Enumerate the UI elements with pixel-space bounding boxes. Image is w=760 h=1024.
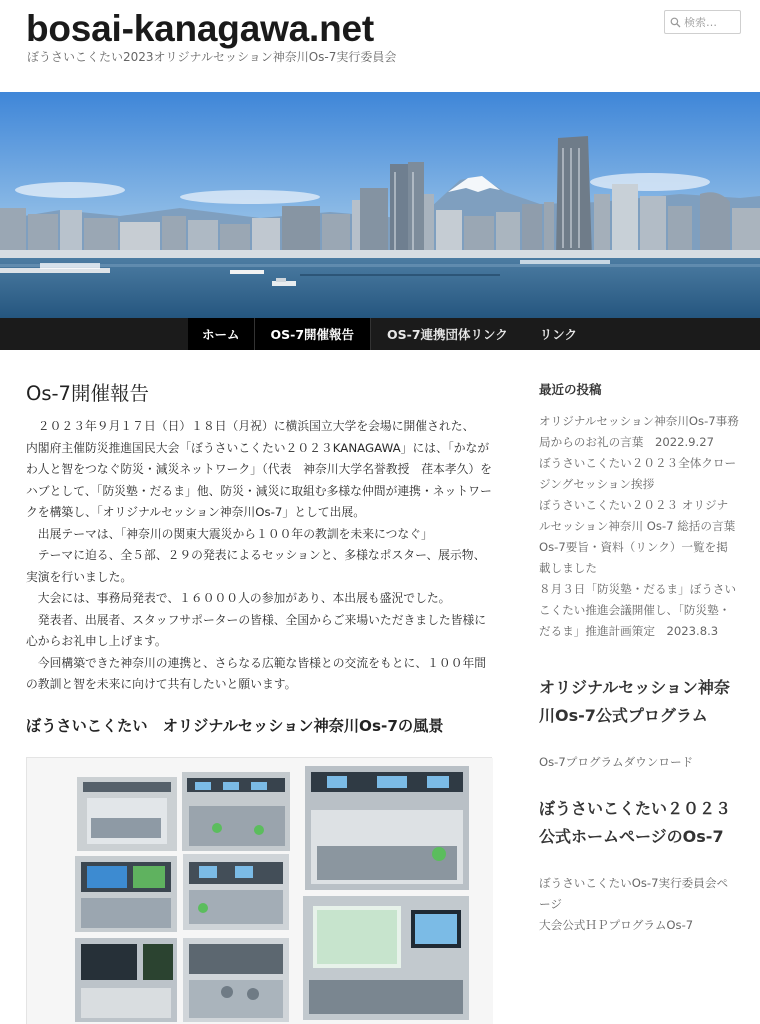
official-widget-title: ぼうさいこくたい２０２３公式ホームページのOs-7 — [539, 799, 732, 846]
header-image — [0, 92, 760, 318]
nav-item-home[interactable]: ホーム — [188, 318, 254, 350]
article-paragraph: テーマに迫る、全５部、２９の発表によるセッションと、多様なポスター、展示物、実演を行いました。 — [26, 548, 486, 584]
gallery-photo[interactable] — [183, 938, 289, 1022]
gallery-photo[interactable] — [75, 856, 177, 932]
official-link[interactable]: ぼうさいこくたいOs-7実行委員会ページ — [539, 876, 729, 911]
nav-item-os7-report[interactable]: OS-7開催報告 — [254, 318, 372, 350]
page-title: Os-7開催報告 — [26, 382, 149, 405]
recent-posts-title: 最近の投稿 — [539, 382, 602, 397]
search-input[interactable] — [684, 16, 742, 29]
article-body — [26, 416, 492, 696]
article-paragraph: 発表者、出展者、スタッフサポーターの皆様、全国からご来場いただきました皆様に心からお礼申し上げます。 — [26, 612, 487, 648]
program-widget-title: オリジナルセッション神奈川Os-7公式プログラム — [539, 678, 730, 725]
site-description: ぼうさいこくたい2023オリジナルセッション神奈川Os-7実行委員会 — [27, 50, 397, 64]
article-paragraph: ２０２３年９月１７日（日）１８日（月祝）に横浜国立大学を会場に開催された、 — [37, 419, 475, 433]
recent-post-link[interactable]: Os-7要旨・資料（リンク）一覧を掲載しました — [539, 540, 728, 575]
nav-item-os7-partner-links[interactable]: OS-7連携団体リンク — [387, 327, 508, 342]
gallery-photo[interactable] — [75, 938, 177, 1022]
nav-item-links[interactable]: リンク — [539, 327, 578, 342]
gallery-photo[interactable] — [305, 766, 469, 890]
gallery-photo[interactable] — [303, 896, 469, 1020]
article-paragraph: 出展テーマは、「神奈川の関東大震災から１００年の教訓を未来につなぐ」 — [37, 526, 433, 541]
photo-gallery — [26, 757, 492, 1024]
gallery-heading: ぼうさいこくたい オリジナルセッション神奈川Os-7の風景 — [26, 716, 444, 735]
official-link[interactable]: 大会公式ＨＰプログラムOs-7 — [539, 918, 694, 932]
article-paragraph: 内閣府主催防災推進国民大会「ぼうさいこくたい２０２３KANAGAWA」には、「かながわ人と智をつなぐ防災・減災ネットワーク」（代表 神奈川大学名誉教授 荏本孝久）をハブとして、「防災塾・だるま」他、防災・減災に取組む多様な仲間が連携・ネットワークを構築し、「オリジナルセッション神奈川Os-7」として出展。 — [26, 440, 492, 519]
gallery-photo[interactable] — [183, 854, 289, 930]
main-nav — [0, 318, 760, 350]
search-box[interactable] — [664, 10, 741, 34]
article-paragraph: 大会には、事務局発表で、１６０００人の参加があり、本出展も盛況でした。 — [37, 591, 451, 605]
sidebar — [539, 380, 739, 936]
recent-posts-list — [539, 411, 739, 642]
gallery-photo[interactable] — [77, 777, 177, 851]
recent-post-link[interactable]: オリジナルセッション神奈川Os-7事務局からのお礼の言葉 2022.9.27 — [539, 414, 739, 449]
search-icon — [670, 17, 681, 28]
recent-post-link[interactable]: ８月３日「防災塾・だるま」ぼうさいこくたい推進会議開催し、「防災塾・だるま」推進計画策定 2023.8.3 — [539, 582, 737, 638]
gallery-photo[interactable] — [182, 772, 290, 851]
article-paragraph: 今回構築できた神奈川の連携と、さらなる広範な皆様との交流をもとに、１００年間の教訓と智を未来に向けて共有したいと願います。 — [26, 655, 487, 691]
site-title[interactable]: bosai-kanagawa.net — [26, 8, 375, 49]
recent-post-link[interactable]: ぼうさいこくたい２０２３全体クロージングセッション挨拶 — [539, 456, 737, 491]
recent-post-link[interactable]: ぼうさいこくたい２０２３ オリジナルセッション神奈川 Os-7 総括の言葉 — [539, 498, 736, 533]
main-content — [26, 380, 492, 738]
program-download-link[interactable]: Os-7プログラムダウンロード — [539, 755, 694, 769]
